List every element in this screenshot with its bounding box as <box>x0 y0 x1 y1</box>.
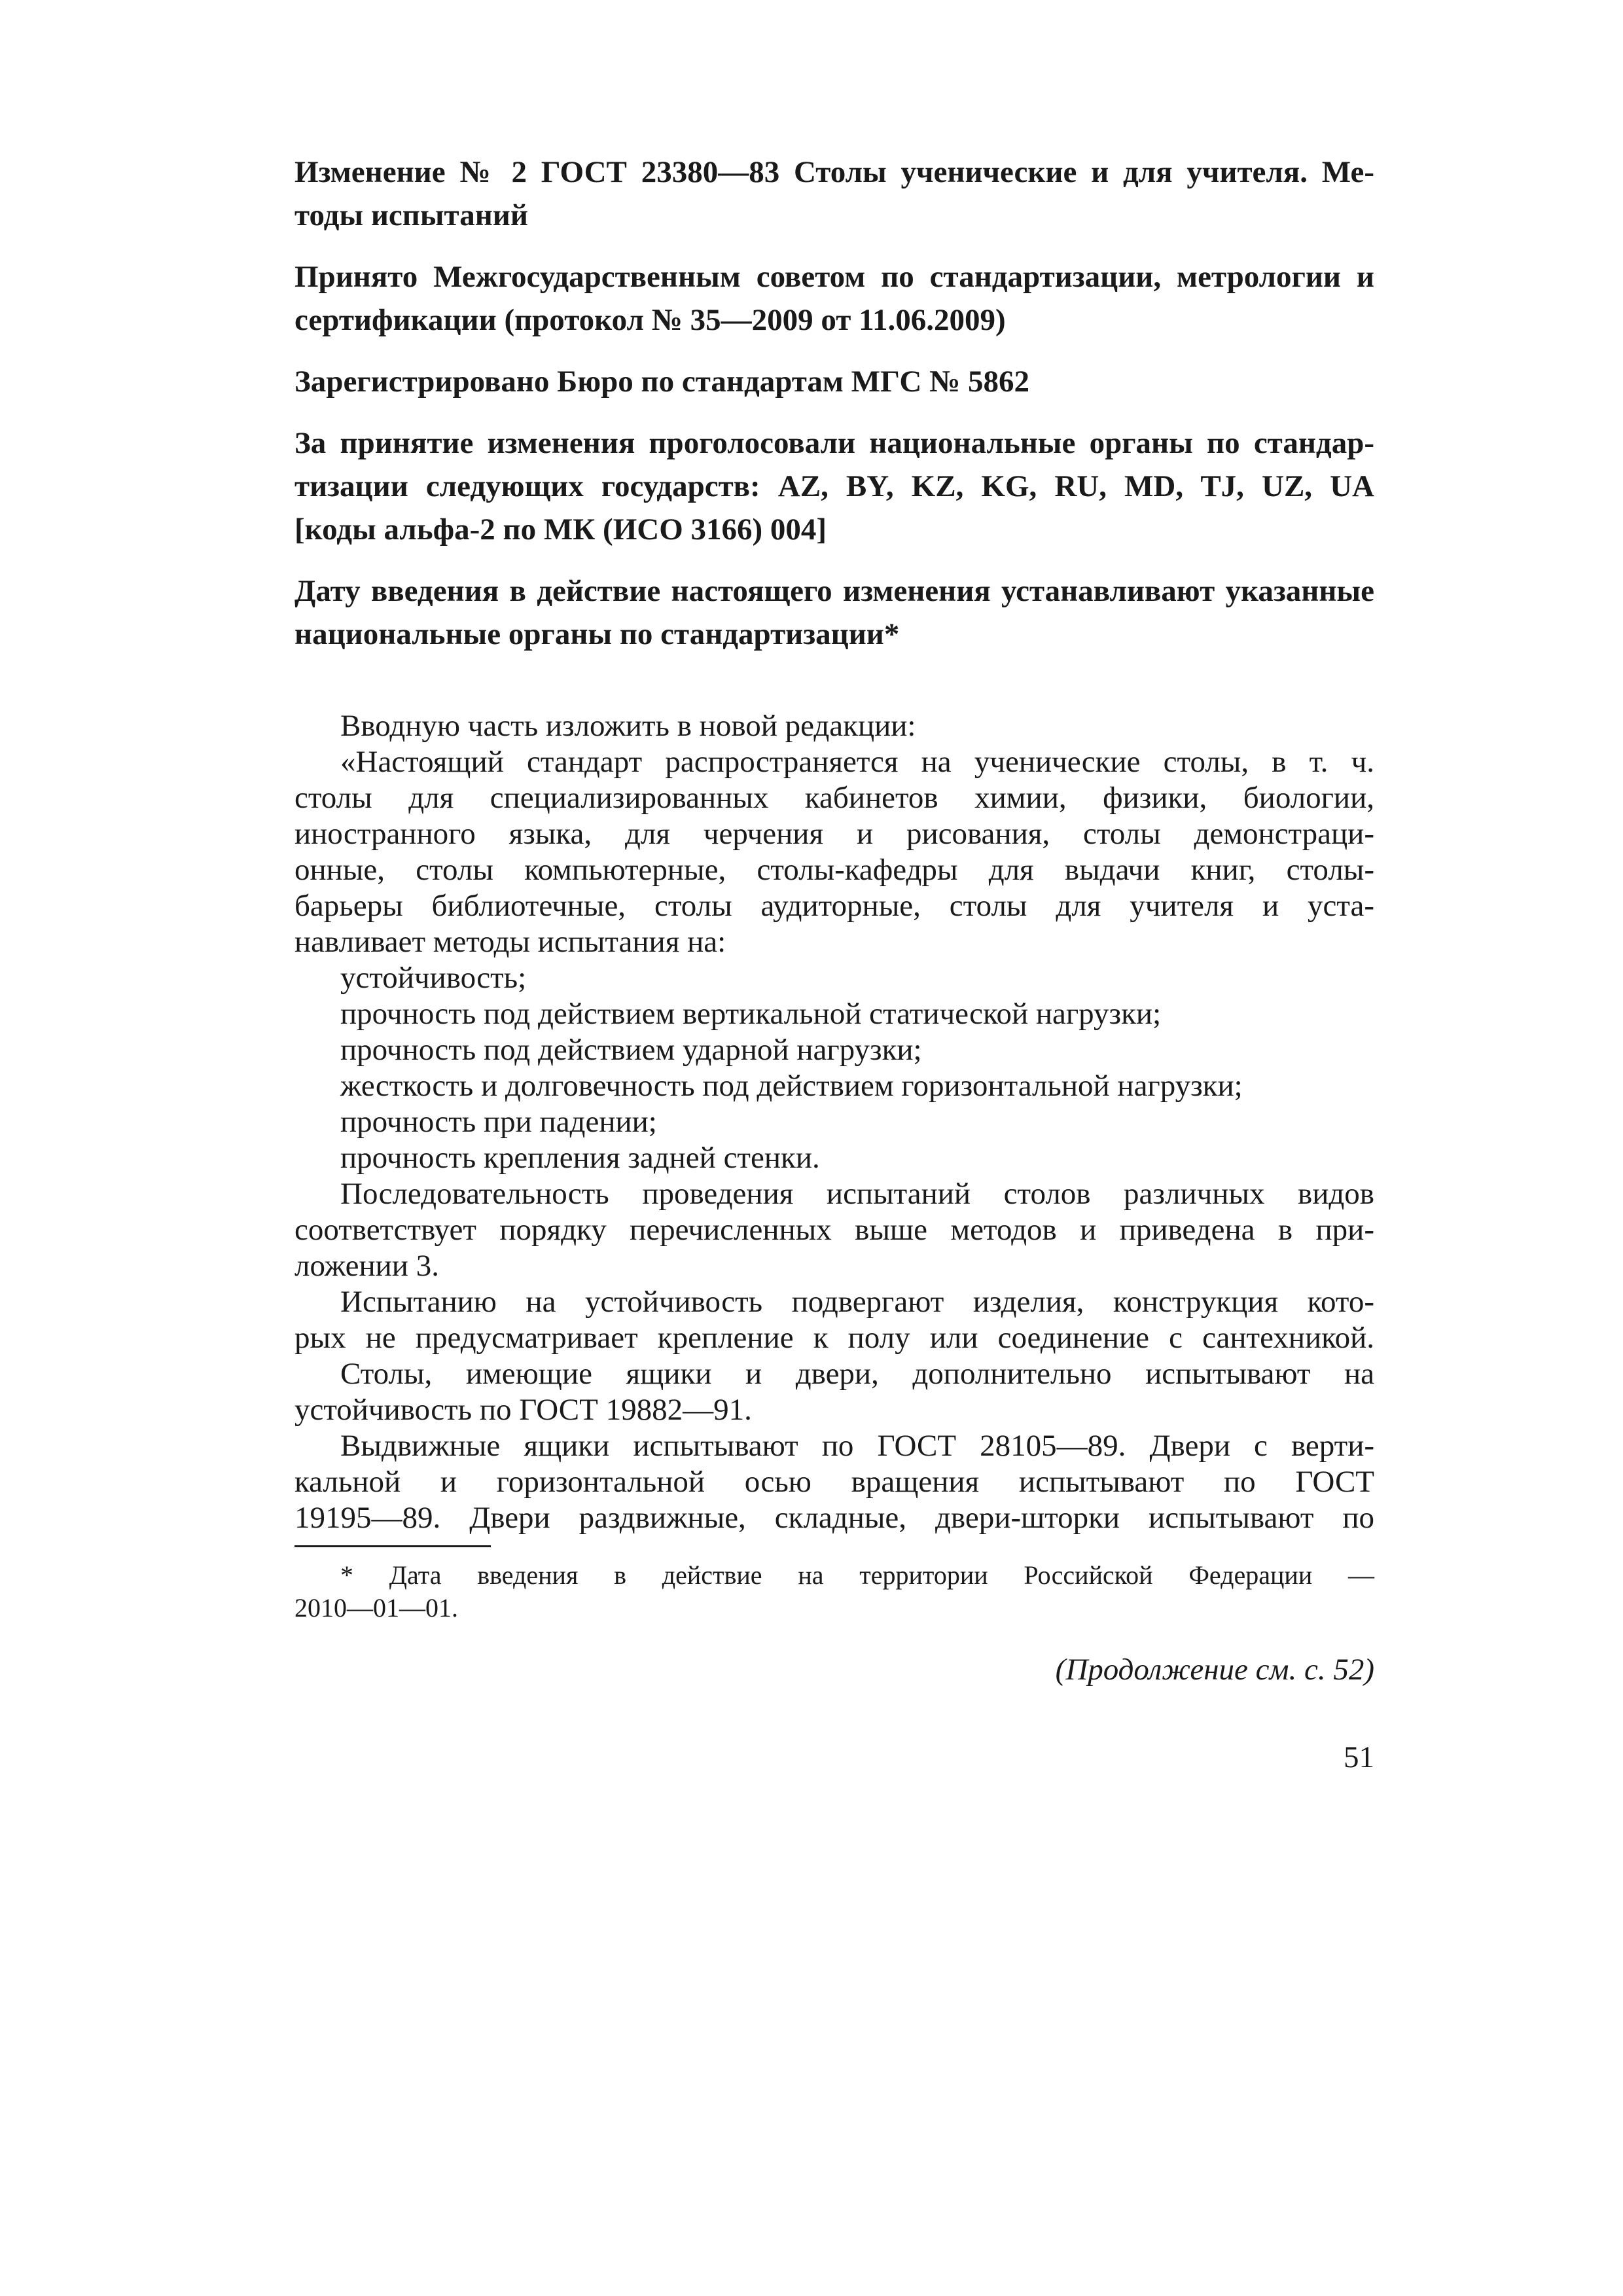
voting-statement <box>294 422 1374 551</box>
body-line: рых не предусматривает крепление к полу или соединение с сантехникой. <box>294 1321 1374 1355</box>
body-line: ложении 3. <box>294 1249 439 1283</box>
adoption-statement <box>294 255 1374 342</box>
list-item: прочность крепления задней стенки. <box>340 1141 820 1175</box>
voted-line: За принятие изменения проголосовали национальные органы по стандар- <box>294 426 1374 460</box>
title-line: Изменение № 2 ГОСТ 23380—83 Столы ученические и для учителя. Ме- <box>294 155 1374 189</box>
document-page <box>294 151 1374 1775</box>
list-item: прочность под действием ударной нагрузки; <box>340 1033 922 1067</box>
list-item: устойчивость; <box>340 961 527 995</box>
body-line: навливает методы испытания на: <box>294 925 726 959</box>
registration-statement <box>294 360 1374 403</box>
title-line: тоды испытаний <box>294 198 528 232</box>
footnote-line: 2010—01—01. <box>294 1593 458 1623</box>
date-line: национальные органы по стандартизации* <box>294 617 900 651</box>
body-line: барьеры библиотечные, столы аудиторные, столы для учителя и уста- <box>294 889 1374 923</box>
list-item: прочность при падении; <box>340 1105 657 1139</box>
voted-line: тизации следующих государств: AZ, BY, KZ, KG, RU, MD, TJ, UZ, UA <box>294 469 1374 503</box>
footnote-divider <box>294 1545 491 1547</box>
registered-line: Зарегистрировано Бюро по стандартам МГС № 5862 <box>294 365 1029 399</box>
voted-line: [коды альфа-2 по МК (ИСО 3166) 004] <box>294 512 827 547</box>
body-line: кальной и горизонтальной осью вращения испытывают по ГОСТ <box>294 1465 1374 1499</box>
body-line: устойчивость по ГОСТ 19882—91. <box>294 1393 752 1427</box>
body-line: Вводную часть изложить в новой редакции: <box>340 709 916 743</box>
page-number: 51 <box>1344 1740 1374 1774</box>
list-item: жесткость и долговечность под действием горизонтальной нагрузки; <box>340 1069 1243 1103</box>
footnote <box>294 1559 1374 1624</box>
continuation-note: (Продолжение см. с. 52) <box>1055 1653 1374 1687</box>
body-line: Столы, имеющие ящики и двери, дополнительно испытывают на <box>340 1357 1374 1391</box>
amendment-title <box>294 151 1374 237</box>
body-line: Выдвижные ящики испытывают по ГОСТ 28105—89. Двери с верти- <box>340 1429 1374 1463</box>
body-line: столы для специализированных кабинетов химии, физики, биологии, <box>294 781 1374 815</box>
body-line: Испытанию на устойчивость подвергают изделия, конструкция кото- <box>340 1285 1374 1319</box>
amendment-body <box>294 708 1374 1536</box>
list-item: прочность под действием вертикальной статической нагрузки; <box>340 997 1162 1031</box>
adopted-line: сертификации (протокол № 35—2009 от 11.06.2009) <box>294 303 1006 337</box>
effective-date-statement <box>294 569 1374 656</box>
body-line: «Настоящий стандарт распространяется на ученические столы, в т. ч. <box>340 745 1374 779</box>
body-line: 19195—89. Двери раздвижные, складные, двери-шторки испытывают по <box>294 1501 1374 1535</box>
body-line: соответствует порядку перечисленных выше методов и приведена в при- <box>294 1213 1374 1247</box>
body-line: онные, столы компьютерные, столы-кафедры для выдачи книг, столы- <box>294 853 1374 887</box>
adopted-line: Принято Межгосударственным советом по стандартизации, метрологии и <box>294 260 1374 294</box>
body-line: иностранного языка, для черчения и рисования, столы демонстраци- <box>294 817 1374 851</box>
body-line: Последовательность проведения испытаний столов различных видов <box>340 1177 1374 1211</box>
footnote-line: * Дата введения в действие на территории Российской Федерации — <box>340 1560 1374 1590</box>
date-line: Дату введения в действие настоящего изменения устанавливают указанные <box>294 574 1374 608</box>
